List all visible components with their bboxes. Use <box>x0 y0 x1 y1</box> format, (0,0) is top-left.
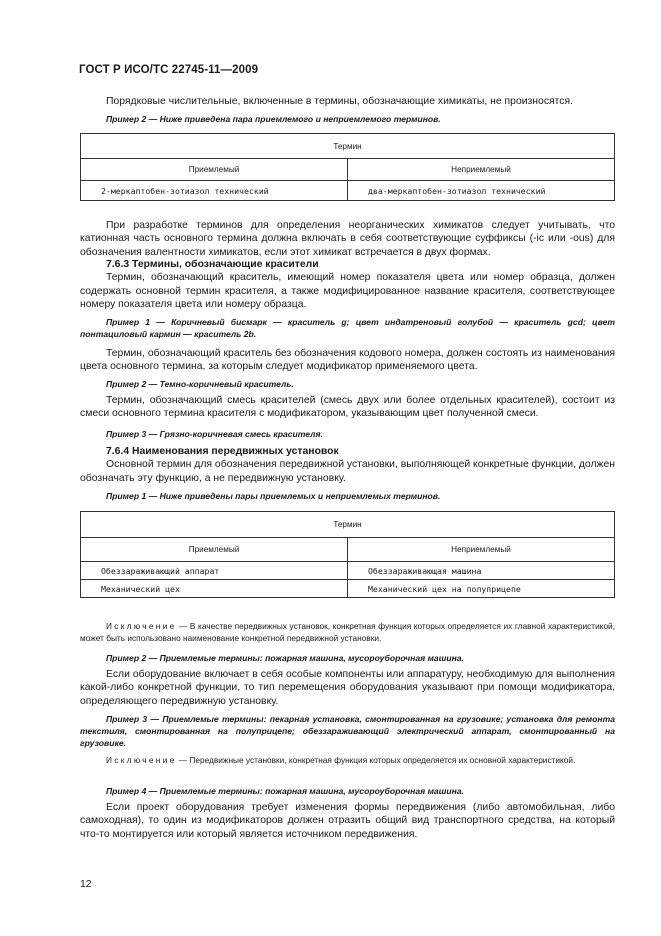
cell-unacceptable: два-меркаптобен-зотиазол технический <box>348 181 615 201</box>
table-row <box>81 562 615 580</box>
cell-acceptable: Механический цех <box>81 580 348 598</box>
example-text: Пример 1 — Коричневый бисмарк — краситель g; цвет индатреновый голубой — краситель gcd; цвет понтациловый кармин — краситель 2b. <box>80 317 615 339</box>
section-heading: 7.6.3 Термины, обозначающие красители <box>106 259 319 270</box>
example-mobile-1 <box>80 490 615 502</box>
column-unacceptable: Неприемлемый <box>348 159 615 181</box>
column-acceptable: Приемлемый <box>81 159 348 181</box>
note-body: — В качестве передвижных установок, конкретная функция которых определяется их главной характеристикой, может быть использовано наименование конкретной передвижной установки. <box>80 621 615 644</box>
note-exception-2 <box>80 754 615 766</box>
paragraph-text: При разработке терминов для определения неорганических химикатов следует учитывать, что катионная часть основного термина должна включать в себя соответствующие суффиксы (-ic или -ous) для обозначения валентности химикатов, если этот химикат встречается в двух формах. <box>80 220 615 258</box>
table-row <box>81 580 615 598</box>
table-head: Термин <box>81 512 615 538</box>
example-text: Пример 1 — Ниже приведены пары приемлемых и неприемлемых терминов. <box>106 491 441 501</box>
column-unacceptable: Неприемлемый <box>348 538 615 562</box>
terms-table-1 <box>80 133 615 201</box>
section-7-6-3 <box>80 258 615 312</box>
note-label: Исключение <box>106 621 177 631</box>
example-text: Пример 3 — Приемлемые термины: пекарная установка, смонтированная на грузовике; установка для ремонта текстиля, смонтированная на полуприцепе; обеззараживающий электрический аппарат, смонтированный на грузовике. <box>80 714 615 748</box>
example-dyes-3 <box>80 428 615 440</box>
example-text: Пример 2 — Ниже приведена пара приемлемого и неприемлемого терминов. <box>106 114 441 124</box>
paragraph-inorganic <box>80 219 615 259</box>
note-text <box>80 754 615 766</box>
cell-unacceptable: Механический цех на полуприцепе <box>348 580 615 598</box>
example-dyes-2 <box>80 378 615 390</box>
paragraph-text: Термин, обозначающий смесь красителей (смесь двух или более отдельных красителей), состоит из смеси основного термина красителя с модификатором, указывающим цвет полученной смеси. <box>80 395 615 420</box>
example-dyes-1 <box>80 316 615 340</box>
terms-table-2 <box>80 511 615 598</box>
table-head: Термин <box>81 134 615 159</box>
example-text: Пример 2 — Темно-коричневый краситель. <box>106 379 294 389</box>
document-header: ГОСТ Р ИСО/ТС 22745-11—2009 <box>79 64 259 76</box>
column-acceptable: Приемлемый <box>81 538 348 562</box>
paragraph-design <box>80 801 615 841</box>
paragraph-equipment <box>80 668 615 708</box>
note-text <box>80 620 615 645</box>
cell-acceptable: Обеззараживающий аппарат <box>81 562 348 580</box>
paragraph-text: Термин, обозначающий краситель без обозначения кодового номера, должен состоять из наименования цвета основного термина, за которым следует модификатор применяемого цвета. <box>80 348 615 373</box>
paragraph-text: Основной термин для обозначения передвижной установки, выполняющей конкретные функции, должен обозначать эту функцию, а не передвижную установку. <box>80 459 616 484</box>
paragraph-dye-2 <box>80 347 615 374</box>
example-text: Пример 3 — Грязно-коричневая смесь красителя. <box>106 429 323 439</box>
example-mobile-3 <box>80 713 615 749</box>
section-heading: 7.6.4 Наименования передвижных установок <box>106 446 339 457</box>
paragraph-text: Если проект оборудования требует изменения формы передвижения (либо автомобильная, либо самоходная), то один из модификаторов должен отразить общий вид транспортного средства, на который что-то монтируется или который является источником передвижения. <box>80 802 615 840</box>
example-mobile-4 <box>80 785 615 797</box>
paragraph-text: Если оборудование включает в себя особые компоненты или аппаратуру, необходимую для выполнения какой-либо конкретной функции, то тип перемещения оборудования указывают при помощи модификатора, определяющего передвижную установку. <box>80 669 615 707</box>
cell-unacceptable: Обеззараживающая машина <box>348 562 615 580</box>
section-7-6-4 <box>80 445 615 485</box>
note-exception-1 <box>80 620 615 645</box>
paragraph-text: Порядковые числительные, включенные в термины, обозначающие химикаты, не произносятся. <box>106 96 573 107</box>
note-body: — Передвижные установки, конкретная функция которых определяется их основной характеристикой. <box>176 755 576 765</box>
example-mobile-2 <box>80 652 615 664</box>
example-text: Пример 2 — Приемлемые термины: пожарная машина, мусороуборочная машина. <box>106 653 464 663</box>
example-caption <box>80 113 615 125</box>
paragraph-text: Термин, обозначающий краситель, имеющий номер показателя цвета или номер образца, должен содержать основной термин красителя, а также модифицированное название красителя, соответствующее номеру показателя цвета или номеру образца. <box>80 272 615 311</box>
example-text: Пример 4 — Приемлемые термины: пожарная машина, мусороуборочная машина. <box>106 786 464 796</box>
page-number: 12 <box>80 879 92 890</box>
cell-acceptable: 2-меркаптобен-зотиазол технический <box>81 181 348 201</box>
paragraph-ordinal <box>80 95 615 108</box>
note-label: Исключение <box>106 755 177 765</box>
paragraph-dye-3 <box>80 394 615 421</box>
table-row <box>81 181 615 201</box>
